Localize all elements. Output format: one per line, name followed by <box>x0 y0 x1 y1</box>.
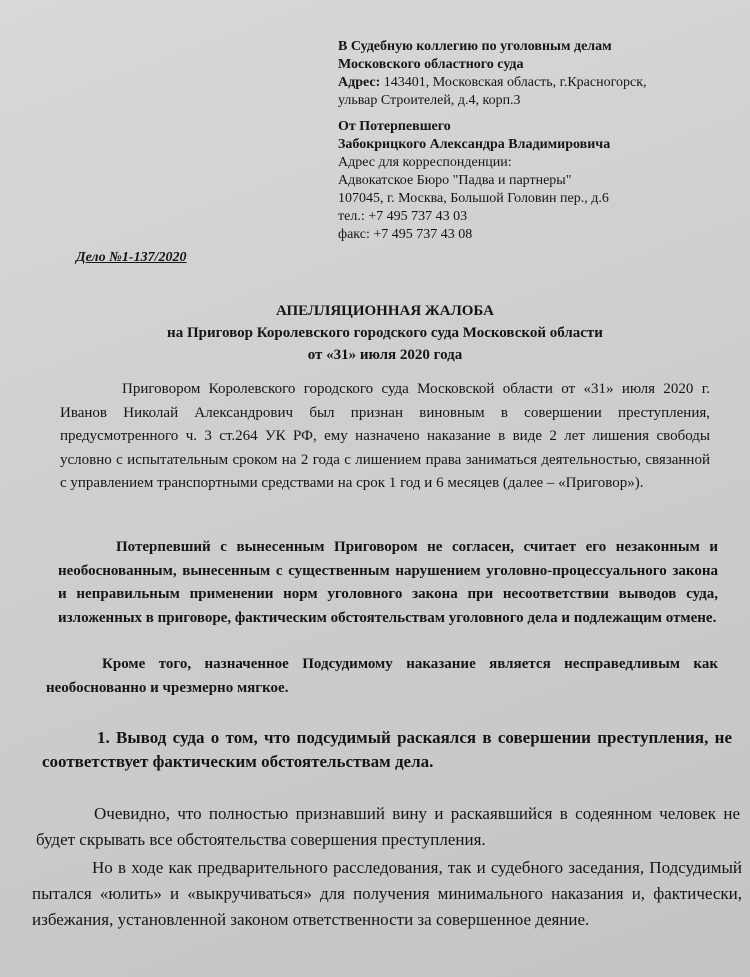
sender-firm: Адвокатское Бюро "Падва и партнеры" <box>338 173 572 188</box>
case-number: Дело №1-137/2020 <box>76 250 187 265</box>
address-label: Адрес: <box>338 75 381 90</box>
paragraph-3: Кроме того, назначенное Подсудимому наказание является несправедливым как необоснованно и чрезмерно мягкое. <box>46 656 718 696</box>
paragraph-5: Очевидно, что полностью признавший вину и раскаявшийся в содеянном человек не будет скрывать все обстоятельства совершения преступления. <box>36 804 740 849</box>
title-line2: на Приговор Королевского городского суда Московской области <box>167 325 603 341</box>
sender-from: От Потерпевшего <box>338 119 451 134</box>
paragraph-2: Потерпевший с вынесенным Приговором не согласен, считает его незаконным и необоснованным, вынесенным с существенным нарушением уголовно-процессуального закона и неправильным применении норм уголовного закона при несоответствии выводов суда, изложенных в приговоре, фактическим обстоятельствам уголовного дела и подлежащим отмене. <box>58 539 718 626</box>
addressee-line1: В Судебную коллегию по уголовным делам <box>338 39 612 54</box>
addressee-block <box>338 38 738 110</box>
paragraph-1: Приговором Королевского городского суда Московской области от «31» июля 2020 г. Иванов Николай Александрович был признан виновным в совершении преступления, предусмотренного ч. 3 ст.264 УК РФ, ему назначено наказание в виде 2 лет лишения свободы условно с испытательным сроком на 2 года с лишением права заниматься деятельностью, связанной с управлением транспортными средствами на срок 1 год и 6 месяцев (далее – «Приговор»). <box>60 381 710 491</box>
section-heading-1: 1. Вывод суда о том, что подсудимый раскаялся в совершении преступления, не соответствует фактическим обстоятельствам дела. <box>42 728 732 771</box>
sender-block <box>338 118 738 244</box>
sender-address: 107045, г. Москва, Большой Головин пер., д.6 <box>338 191 609 206</box>
title-line1: АПЕЛЛЯЦИОННАЯ ЖАЛОБА <box>276 303 494 319</box>
address-value: 143401, Московская область, г.Красногорск, <box>380 75 647 90</box>
addressee-line4: ульвар Строителей, д.4, корп.3 <box>338 93 521 108</box>
addressee-address <box>338 74 738 92</box>
sender-fax: факс: +7 495 737 43 08 <box>338 227 473 242</box>
paragraph-6: Но в ходе как предварительного расследования, так и судебного заседания, Подсудимый пытался «юлить» и «выкручиваться» для получения минимального наказания и, фактически, избежания, установленной законом ответственности за совершенное деяние. <box>32 858 742 929</box>
sender-name: Забокрицкого Александра Владимировича <box>338 137 611 152</box>
sender-corr-label: Адрес для корреспонденции: <box>338 155 512 170</box>
sender-phone: тел.: +7 495 737 43 03 <box>338 209 468 224</box>
addressee-line2: Московского областного суда <box>338 57 524 72</box>
document-title <box>60 300 710 366</box>
title-line3: от «31» июля 2020 года <box>307 347 463 363</box>
